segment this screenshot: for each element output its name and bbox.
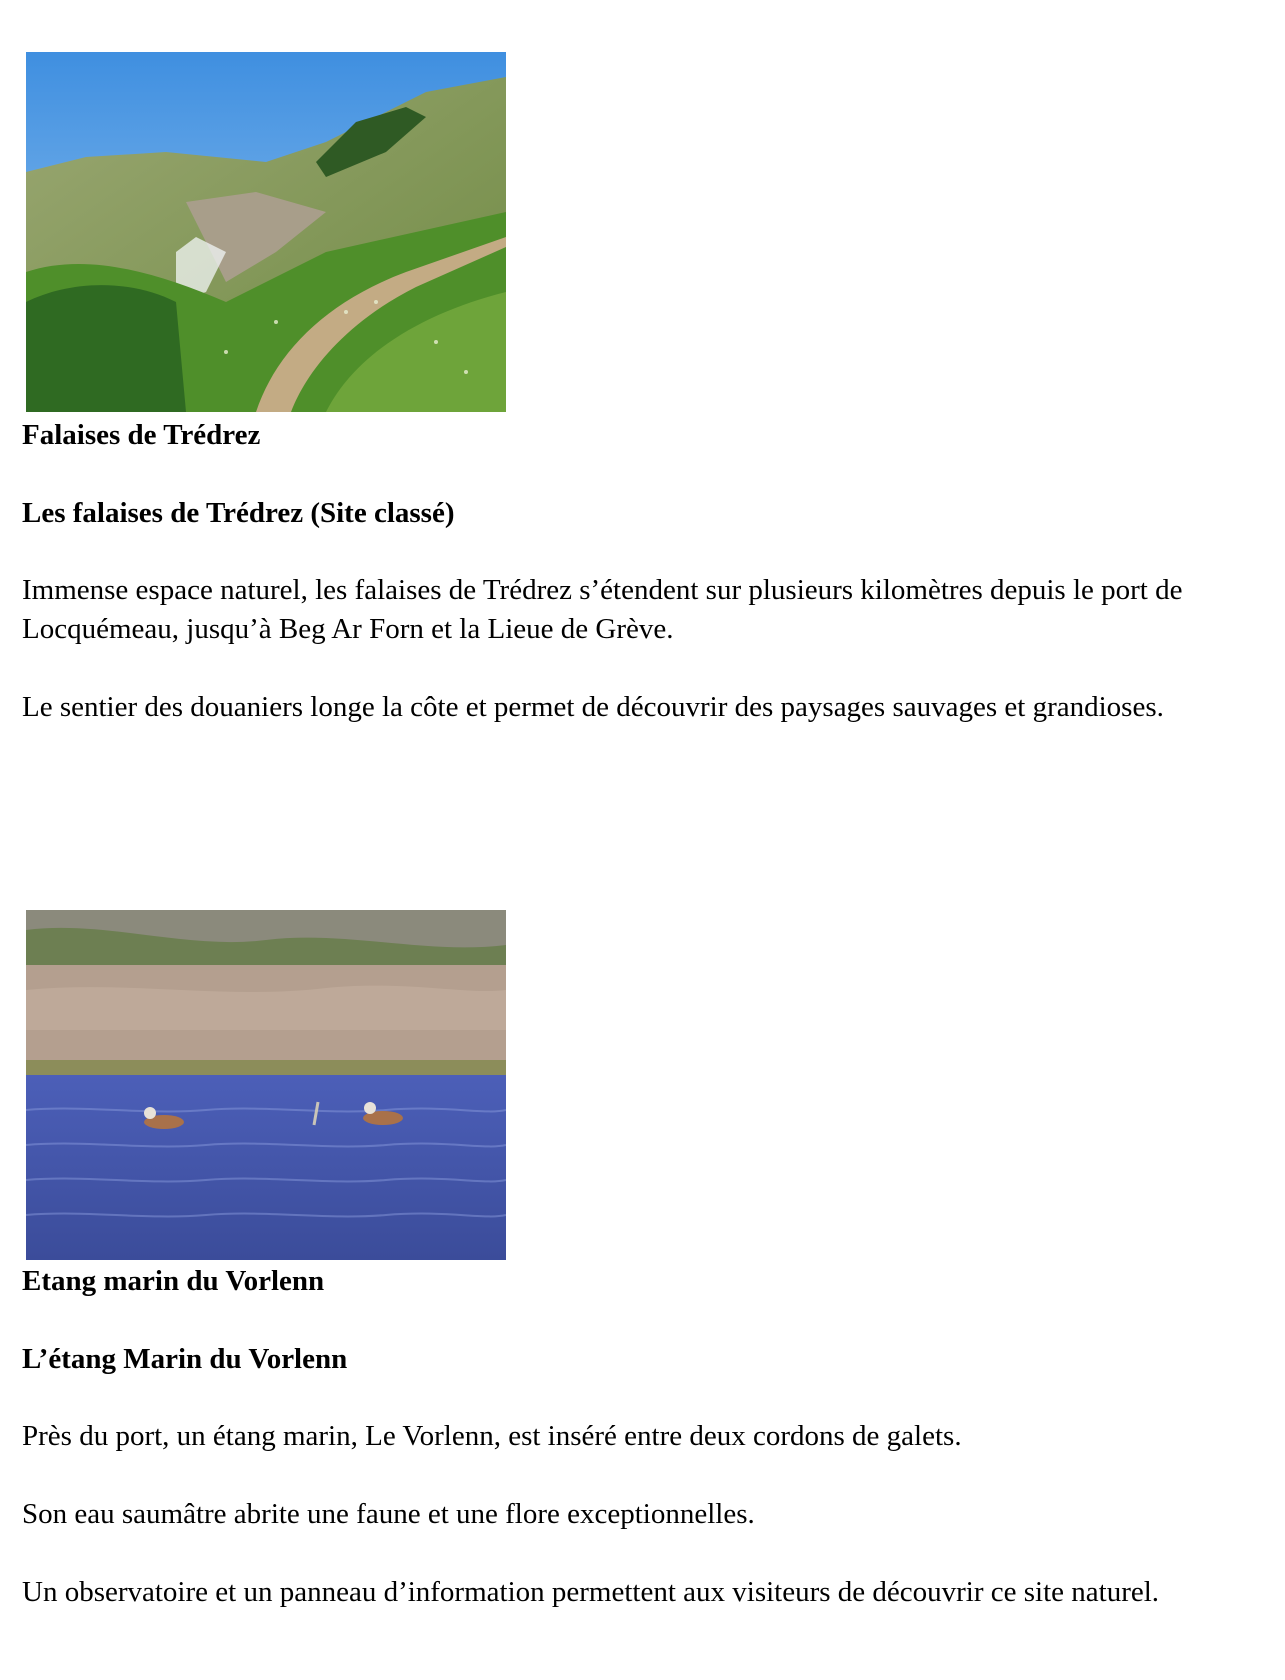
- paragraph: Le sentier des douaniers longe la côte et permet de découvrir des paysages sauvages et grandioses.: [22, 691, 1164, 723]
- paragraph: Un observatoire et un panneau d’information permettent aux visiteurs de découvrir ce site naturel.: [22, 1576, 1160, 1608]
- photo-caption: Falaises de Trédrez: [22, 419, 261, 451]
- paragraph: Près du port, un étang marin, Le Vorlenn, est inséré entre deux cordons de galets.: [22, 1420, 962, 1452]
- paragraph: Immense espace naturel, les falaises de Trédrez s’étendent sur plusieurs kilomètres depuis le port de Locquémeau, jusqu’à Beg Ar Forn et la Lieue de Grève.: [22, 574, 1183, 645]
- section-heading: L’étang Marin du Vorlenn: [22, 1343, 348, 1375]
- pond-photo: [26, 910, 506, 1260]
- section-heading: Les falaises de Trédrez (Site classé): [22, 497, 455, 529]
- photo-caption: Etang marin du Vorlenn: [22, 1265, 325, 1297]
- cliffs-photo: [26, 52, 506, 412]
- paragraph: Son eau saumâtre abrite une faune et une flore exceptionnelles.: [22, 1498, 755, 1530]
